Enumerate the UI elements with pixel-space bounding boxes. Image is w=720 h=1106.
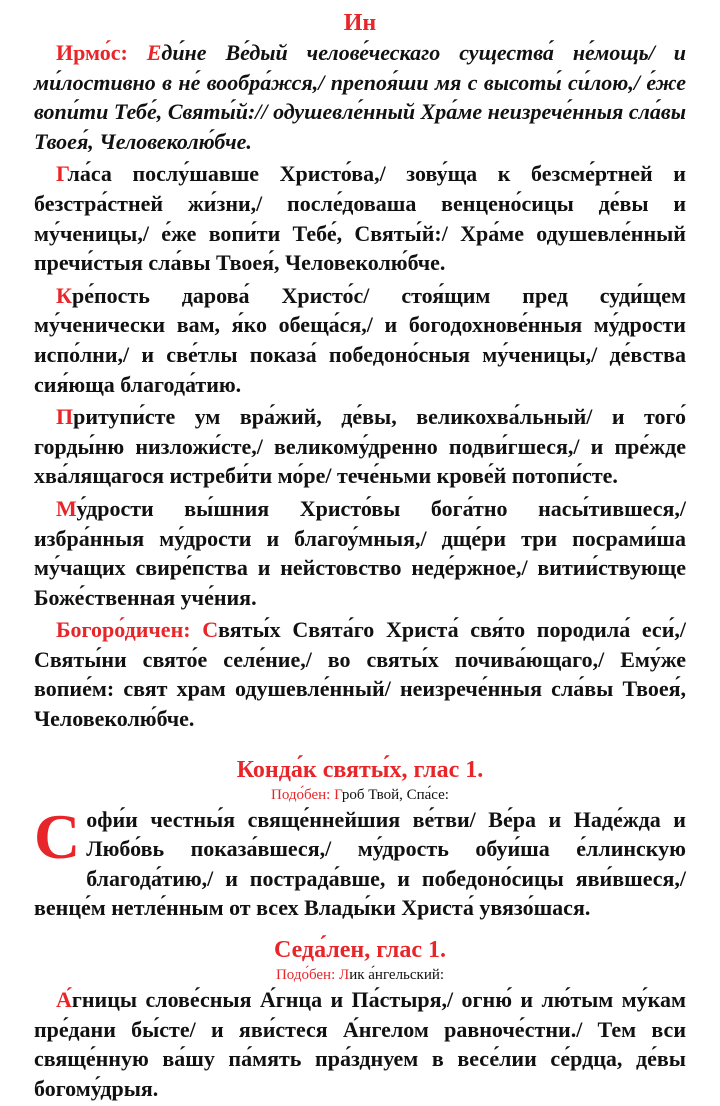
sedalen-initial: А́ [56, 987, 72, 1013]
irmos-text: ди́не Ве́дый челове́ческаго существа́ не́мощь/ и ми́лостивно в не́ вообра́жся,/ препоя́ши мя с высоты́ си́лою,/ е́же вопи́ти Тебе́, Святы́й:// одушевле́нный Хра́ме неизрече́нныя сла́вы Твоея́, Человеколю́бче. [34, 40, 686, 154]
irmos-label: Ирмо́с: [56, 40, 147, 65]
sedalen-podoben [34, 965, 686, 985]
sedalen-text: гницы слове́сныя А́гнца и Па́стыря,/ огню́ и лю́тым му́кам пре́дани бы́сте/ и яви́стеся А́нгелом равноче́стни./ Тем вси свяще́нную ва́шу па́мять пра́зднуем в весе́лии се́рдца, де́вы богому́дрыя. [34, 987, 686, 1101]
kontakion-text: офи́и честны́я свяще́ннейшия ве́тви/ Ве́ра и Наде́жда и Любо́вь показа́вшеся,/ му́дрость обуи́ша е́ллинскую благода́тию,/ и пострада́вше, и победоно́сицы яви́вшеся,/ венце́м нетле́нным от всех Влады́ки Христа́ увязо́шася. [34, 806, 686, 921]
kontakion-title: Конда́к святы́х, глас 1. [236, 756, 484, 783]
troparion [34, 159, 686, 277]
spacer [34, 923, 686, 935]
spacer [34, 737, 686, 755]
theotokion-text: вяты́х Свята́го Христа́ свя́то породила́ еси́,/ Святы́ни свято́е селе́ние,/ во святы́х почива́ющаго,/ Ему́же вопие́м: свят храм одушевле́нный/ неизрече́нныя сла́вы Твоея́, Человеколю́бче. [34, 617, 686, 732]
irmos-initial: Е [146, 40, 162, 65]
troparion-text: у́дрости вы́шния Христо́вы бога́тно насы́тившеся,/ избра́нныя му́дрости и благоу́мныя,/ дще́ри три посрами́ша му́чащих свире́пства и нейстовство неде́ржное,/ витии́ствующе Боже́ственная уче́ния. [34, 495, 686, 610]
sedalen-title: Седа́лен, глас 1. [273, 937, 447, 964]
theotokion-initial: С [202, 617, 219, 643]
troparion-initial: Г [56, 161, 68, 187]
troparion-text: ре́пость дарова́ Христо́с/ стоя́щим пред суди́щем му́ченически вам, я́ко обеща́ся,/ и богодохнове́нныя му́дрости испо́лни,/ и све́тлы показа́ победоно́сныя му́ченицы,/ де́вства сия́юща благода́тию. [34, 282, 686, 397]
troparion [34, 281, 686, 399]
sedalen-podoben-initial: Л [339, 967, 350, 984]
page [34, 8, 686, 1106]
troparion-initial: П [56, 404, 74, 430]
troparion-text: ла́са послу́шавше Христо́ва,/ зову́ща к безсме́ртней и безстра́стней жи́зни,/ после́доваша венцено́сицы де́вы и му́ченицы,/ е́же вопи́ти Тебе́, Святы́й:/ Хра́ме одушевле́нный пречи́стыя сла́вы Твоея́, Человеколю́бче. [34, 161, 686, 276]
kontakion-text-block [34, 800, 686, 923]
sedalen-podoben-label: Подо́бен: [275, 967, 340, 984]
irmos [34, 38, 686, 156]
troparion [34, 494, 686, 612]
kontakion-podoben-label: Подо́бен: [271, 786, 335, 803]
theotokion [34, 615, 686, 733]
troparion [34, 402, 686, 491]
kontakion-dropcap: С [34, 800, 81, 872]
troparion-text: ритупи́сте ум вра́жий, де́вы, великохва́льный/ и того́ горды́ню низложи́сте,/ великому́дренно подви́гшеся,/ и пре́жде хва́лящагося истреби́ти мо́ре/ тече́ньми крове́й потопи́сте. [34, 404, 686, 489]
troparion-initial: М [56, 495, 77, 521]
troparion-initial: К [56, 282, 72, 308]
theotokion-label: Богоро́дичен: [56, 617, 203, 643]
page-title: Ин [343, 10, 377, 36]
sedalen-podoben-text: ик а́нгельский: [349, 967, 445, 984]
kontakion-podoben [34, 785, 686, 805]
kontakion-podoben-text: роб Твой, Спа́се: [341, 786, 449, 803]
kontakion-podoben-initial: Г [334, 786, 342, 803]
sedalen-text-block [34, 985, 686, 1103]
